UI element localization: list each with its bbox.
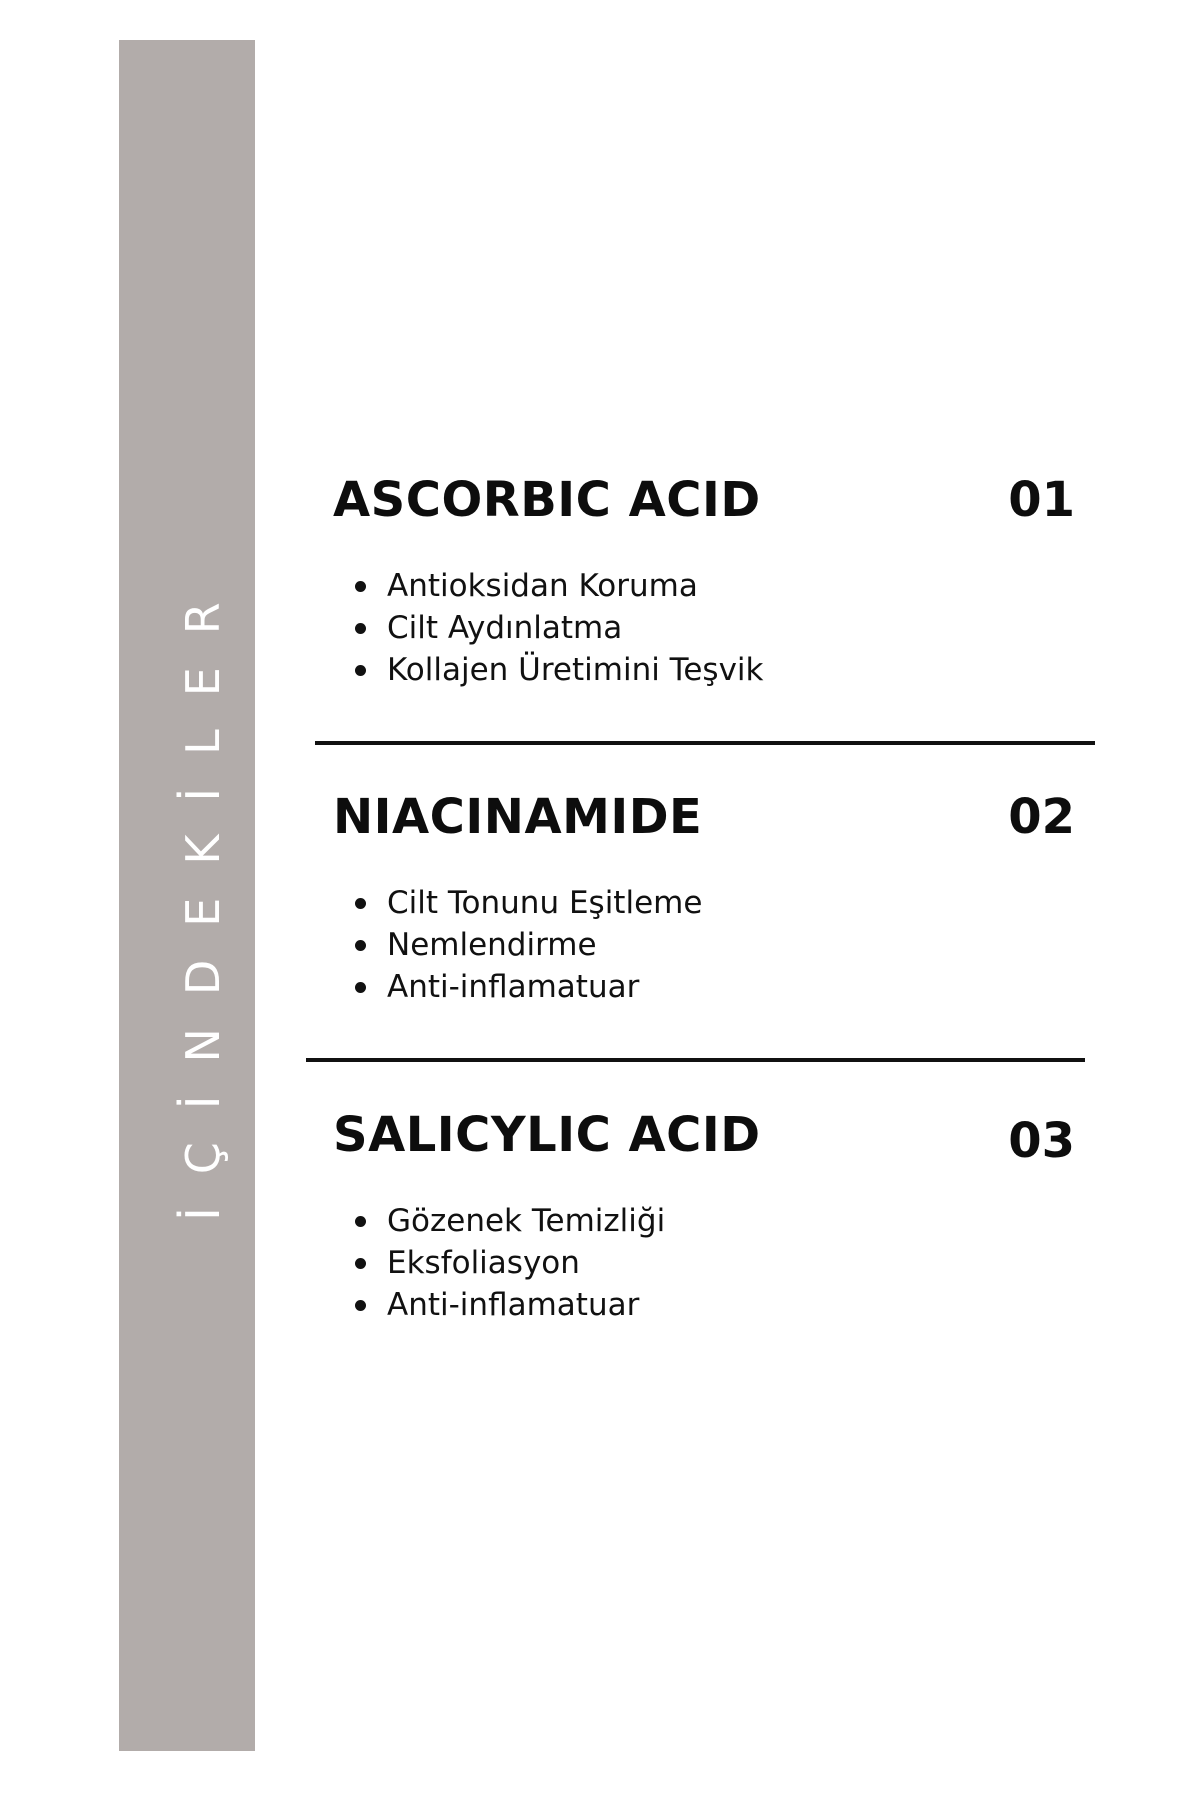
list-item-label: Kollajen Üretimini Teşvik <box>387 652 764 688</box>
section-title: SALICYLIC ACID <box>333 1107 761 1163</box>
section-divider <box>306 1058 1085 1062</box>
list-item <box>355 924 702 966</box>
list-item <box>355 607 763 649</box>
bullet-icon <box>355 898 366 909</box>
list-item <box>355 649 763 691</box>
list-item-label: Antioksidan Koruma <box>387 568 698 604</box>
list-item <box>355 1284 665 1326</box>
section-header <box>333 470 1075 530</box>
section-title: NIACINAMIDE <box>333 789 703 845</box>
bullet-icon <box>355 982 366 993</box>
ingredient-section-1 <box>333 470 1075 688</box>
benefit-list <box>355 565 763 691</box>
ingredient-section-2 <box>333 787 1075 1005</box>
bullet-icon <box>355 1216 366 1227</box>
list-item-label: Cilt Tonunu Eşitleme <box>387 885 703 921</box>
bullet-icon <box>355 940 366 951</box>
list-item <box>355 1242 665 1284</box>
section-divider <box>315 741 1095 745</box>
list-item-label: Anti-inflamatuar <box>387 1287 640 1323</box>
benefit-list <box>355 882 702 1008</box>
list-item-label: Cilt Aydınlatma <box>387 610 623 646</box>
section-title: ASCORBIC ACID <box>333 472 761 528</box>
list-item <box>355 1200 665 1242</box>
benefit-list <box>355 1200 665 1326</box>
section-header <box>333 787 1075 847</box>
bullet-icon <box>355 581 366 592</box>
section-header <box>333 1105 1075 1169</box>
ingredient-section-3 <box>333 1105 1075 1323</box>
list-item-label: Nemlendirme <box>387 927 597 963</box>
bullet-icon <box>355 1300 366 1311</box>
list-item-label: Eksfoliasyon <box>387 1245 580 1281</box>
section-number: 01 <box>1008 472 1075 528</box>
page-title-vertical: İÇİNDEKİLER <box>176 569 230 1221</box>
list-item <box>355 565 763 607</box>
bullet-icon <box>355 1258 366 1269</box>
list-item <box>355 966 702 1008</box>
section-number: 02 <box>1008 789 1075 845</box>
section-number: 03 <box>1008 1113 1075 1169</box>
bullet-icon <box>355 623 366 634</box>
list-item <box>355 882 702 924</box>
list-item-label: Gözenek Temizliği <box>387 1203 666 1239</box>
bullet-icon <box>355 665 366 676</box>
list-item-label: Anti-inflamatuar <box>387 969 640 1005</box>
